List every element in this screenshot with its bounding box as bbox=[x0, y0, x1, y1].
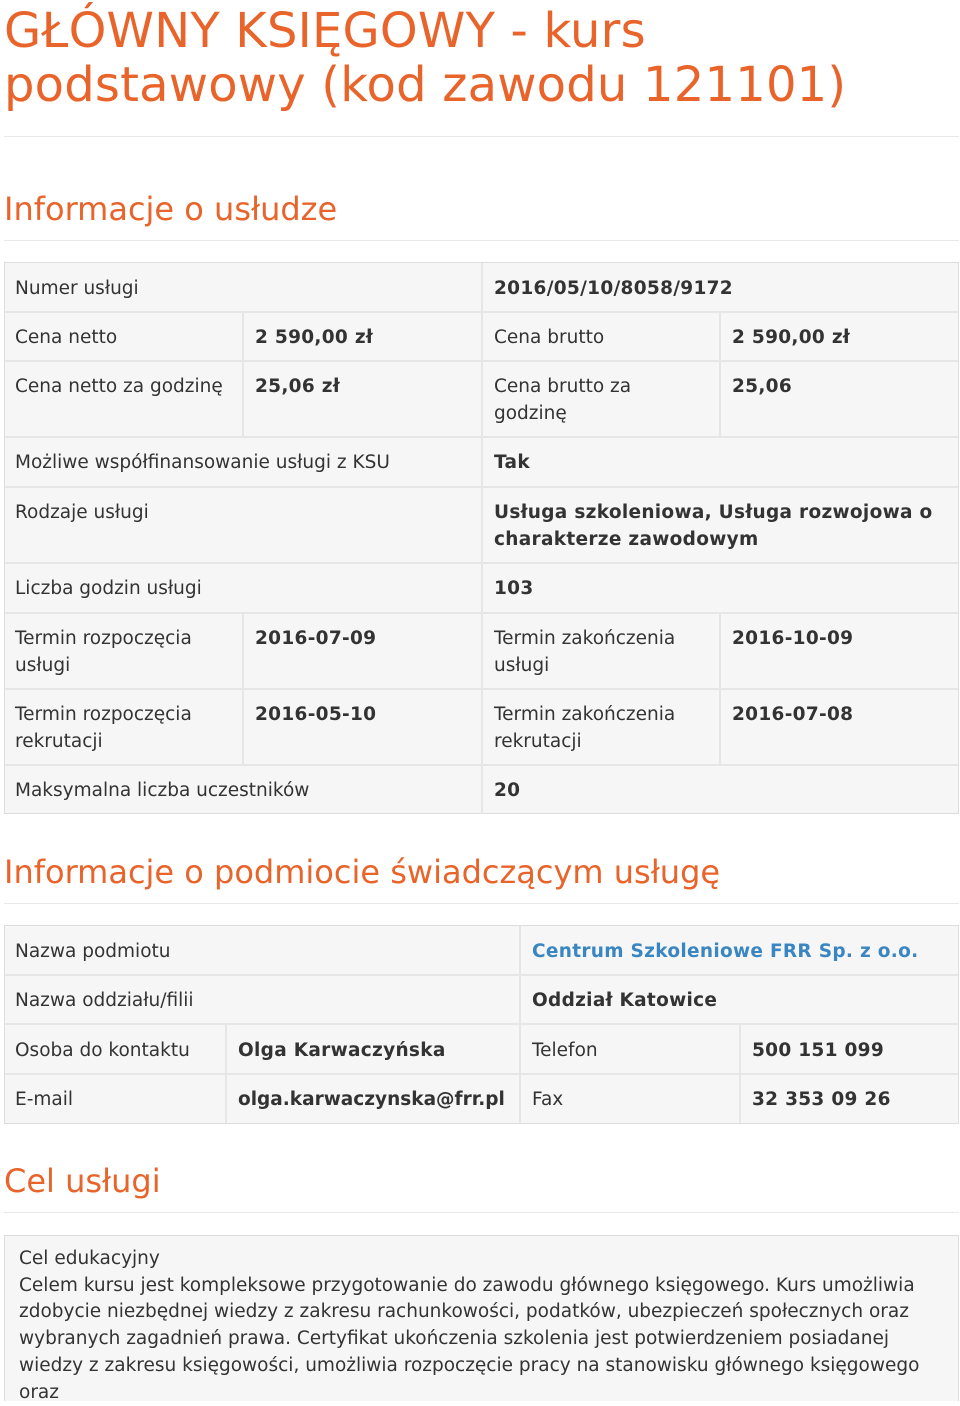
title-divider bbox=[4, 136, 959, 137]
phone-value: 500 151 099 bbox=[752, 1040, 885, 1061]
branch-name-value: Oddział Katowice bbox=[532, 990, 718, 1011]
gross-price-label: Cena brutto bbox=[494, 327, 605, 348]
contact-person-label: Osoba do kontaktu bbox=[15, 1040, 190, 1061]
net-price-value: 2 590,00 zł bbox=[255, 327, 374, 348]
educational-goal bbox=[19, 1246, 954, 1406]
service-end-value: 2016-10-09 bbox=[732, 628, 854, 649]
cofinancing-value: Tak bbox=[494, 452, 530, 473]
recruitment-end-value: 2016-07-08 bbox=[732, 704, 854, 725]
cofinancing-label: Możliwe współfinansowanie usługi z KSU bbox=[15, 452, 390, 473]
fax-label: Fax bbox=[532, 1089, 564, 1110]
educational-goal-label: Cel edukacyjny bbox=[19, 1248, 160, 1269]
gross-hourly-price-value: 25,06 bbox=[732, 376, 793, 397]
email-label: E-mail bbox=[15, 1089, 74, 1110]
provider-info-table bbox=[4, 925, 959, 1124]
gross-price-value: 2 590,00 zł bbox=[732, 327, 851, 348]
service-goal-box bbox=[4, 1235, 959, 1401]
page-title: GŁÓWNY KSIĘGOWY - kurs podstawowy (kod zawodu 121101) bbox=[4, 3, 847, 113]
net-hourly-price-label: Cena netto za godzinę bbox=[15, 376, 223, 397]
service-types-value: Usługa szkoleniowa, Usługa rozwojowa o charakterze zawodowym bbox=[494, 502, 933, 550]
max-participants-value: 20 bbox=[494, 780, 521, 801]
gross-hourly-price-label: Cena brutto za godzinę bbox=[494, 376, 632, 424]
service-start-value: 2016-07-09 bbox=[255, 628, 377, 649]
recruitment-start-label: Termin rozpoczęcia rekrutacji bbox=[15, 704, 192, 752]
section-divider bbox=[4, 240, 959, 241]
phone-label: Telefon bbox=[532, 1040, 598, 1061]
email-value: olga.karwaczynska@frr.pl bbox=[238, 1089, 505, 1110]
service-info-table bbox=[4, 262, 959, 814]
provider-name-link[interactable]: Centrum Szkoleniowe FRR Sp. z o.o. bbox=[532, 941, 919, 962]
hours-count-value: 103 bbox=[494, 578, 534, 599]
section-heading-provider-info: Informacje o podmiocie świadczącym usługę bbox=[4, 853, 721, 891]
section-divider bbox=[4, 903, 959, 904]
max-participants-label: Maksymalna liczba uczestników bbox=[15, 780, 310, 801]
contact-person-value: Olga Karwaczyńska bbox=[238, 1040, 446, 1061]
service-number-label: Numer usługi bbox=[15, 278, 139, 299]
service-types-label: Rodzaje usługi bbox=[15, 502, 149, 523]
section-heading-service-goal: Cel usługi bbox=[4, 1162, 161, 1200]
net-hourly-price-value: 25,06 zł bbox=[255, 376, 340, 397]
recruitment-start-value: 2016-05-10 bbox=[255, 704, 377, 725]
recruitment-end-label: Termin zakończenia rekrutacji bbox=[494, 704, 676, 752]
net-price-label: Cena netto bbox=[15, 327, 118, 348]
provider-name-label: Nazwa podmiotu bbox=[15, 941, 171, 962]
hours-count-label: Liczba godzin usługi bbox=[15, 578, 202, 599]
service-end-label: Termin zakończenia usługi bbox=[494, 628, 676, 676]
service-start-label: Termin rozpoczęcia usługi bbox=[15, 628, 192, 676]
section-divider bbox=[4, 1212, 959, 1213]
service-number-value: 2016/05/10/8058/9172 bbox=[494, 278, 733, 299]
branch-name-label: Nazwa oddziału/filii bbox=[15, 990, 194, 1011]
educational-goal-text: Celem kursu jest kompleksowe przygotowanie do zawodu głównego księgowego. Kurs umożliwia zdobycie niezbędnej wiedzy z zakresu rachunkowości, podatków, ubezpieczeń społecznych oraz wybranych zagadnień prawa. Certyfikat ukończenia szkolenia jest potwierdzeniem posiadanej wiedzy z zakresu księgowości, umożliwia rozpoczęcie pracy na stanowisku głównego księgowego oraz bbox=[19, 1274, 920, 1403]
section-heading-service-info: Informacje o usłudze bbox=[4, 190, 338, 228]
fax-value: 32 353 09 26 bbox=[752, 1089, 891, 1110]
